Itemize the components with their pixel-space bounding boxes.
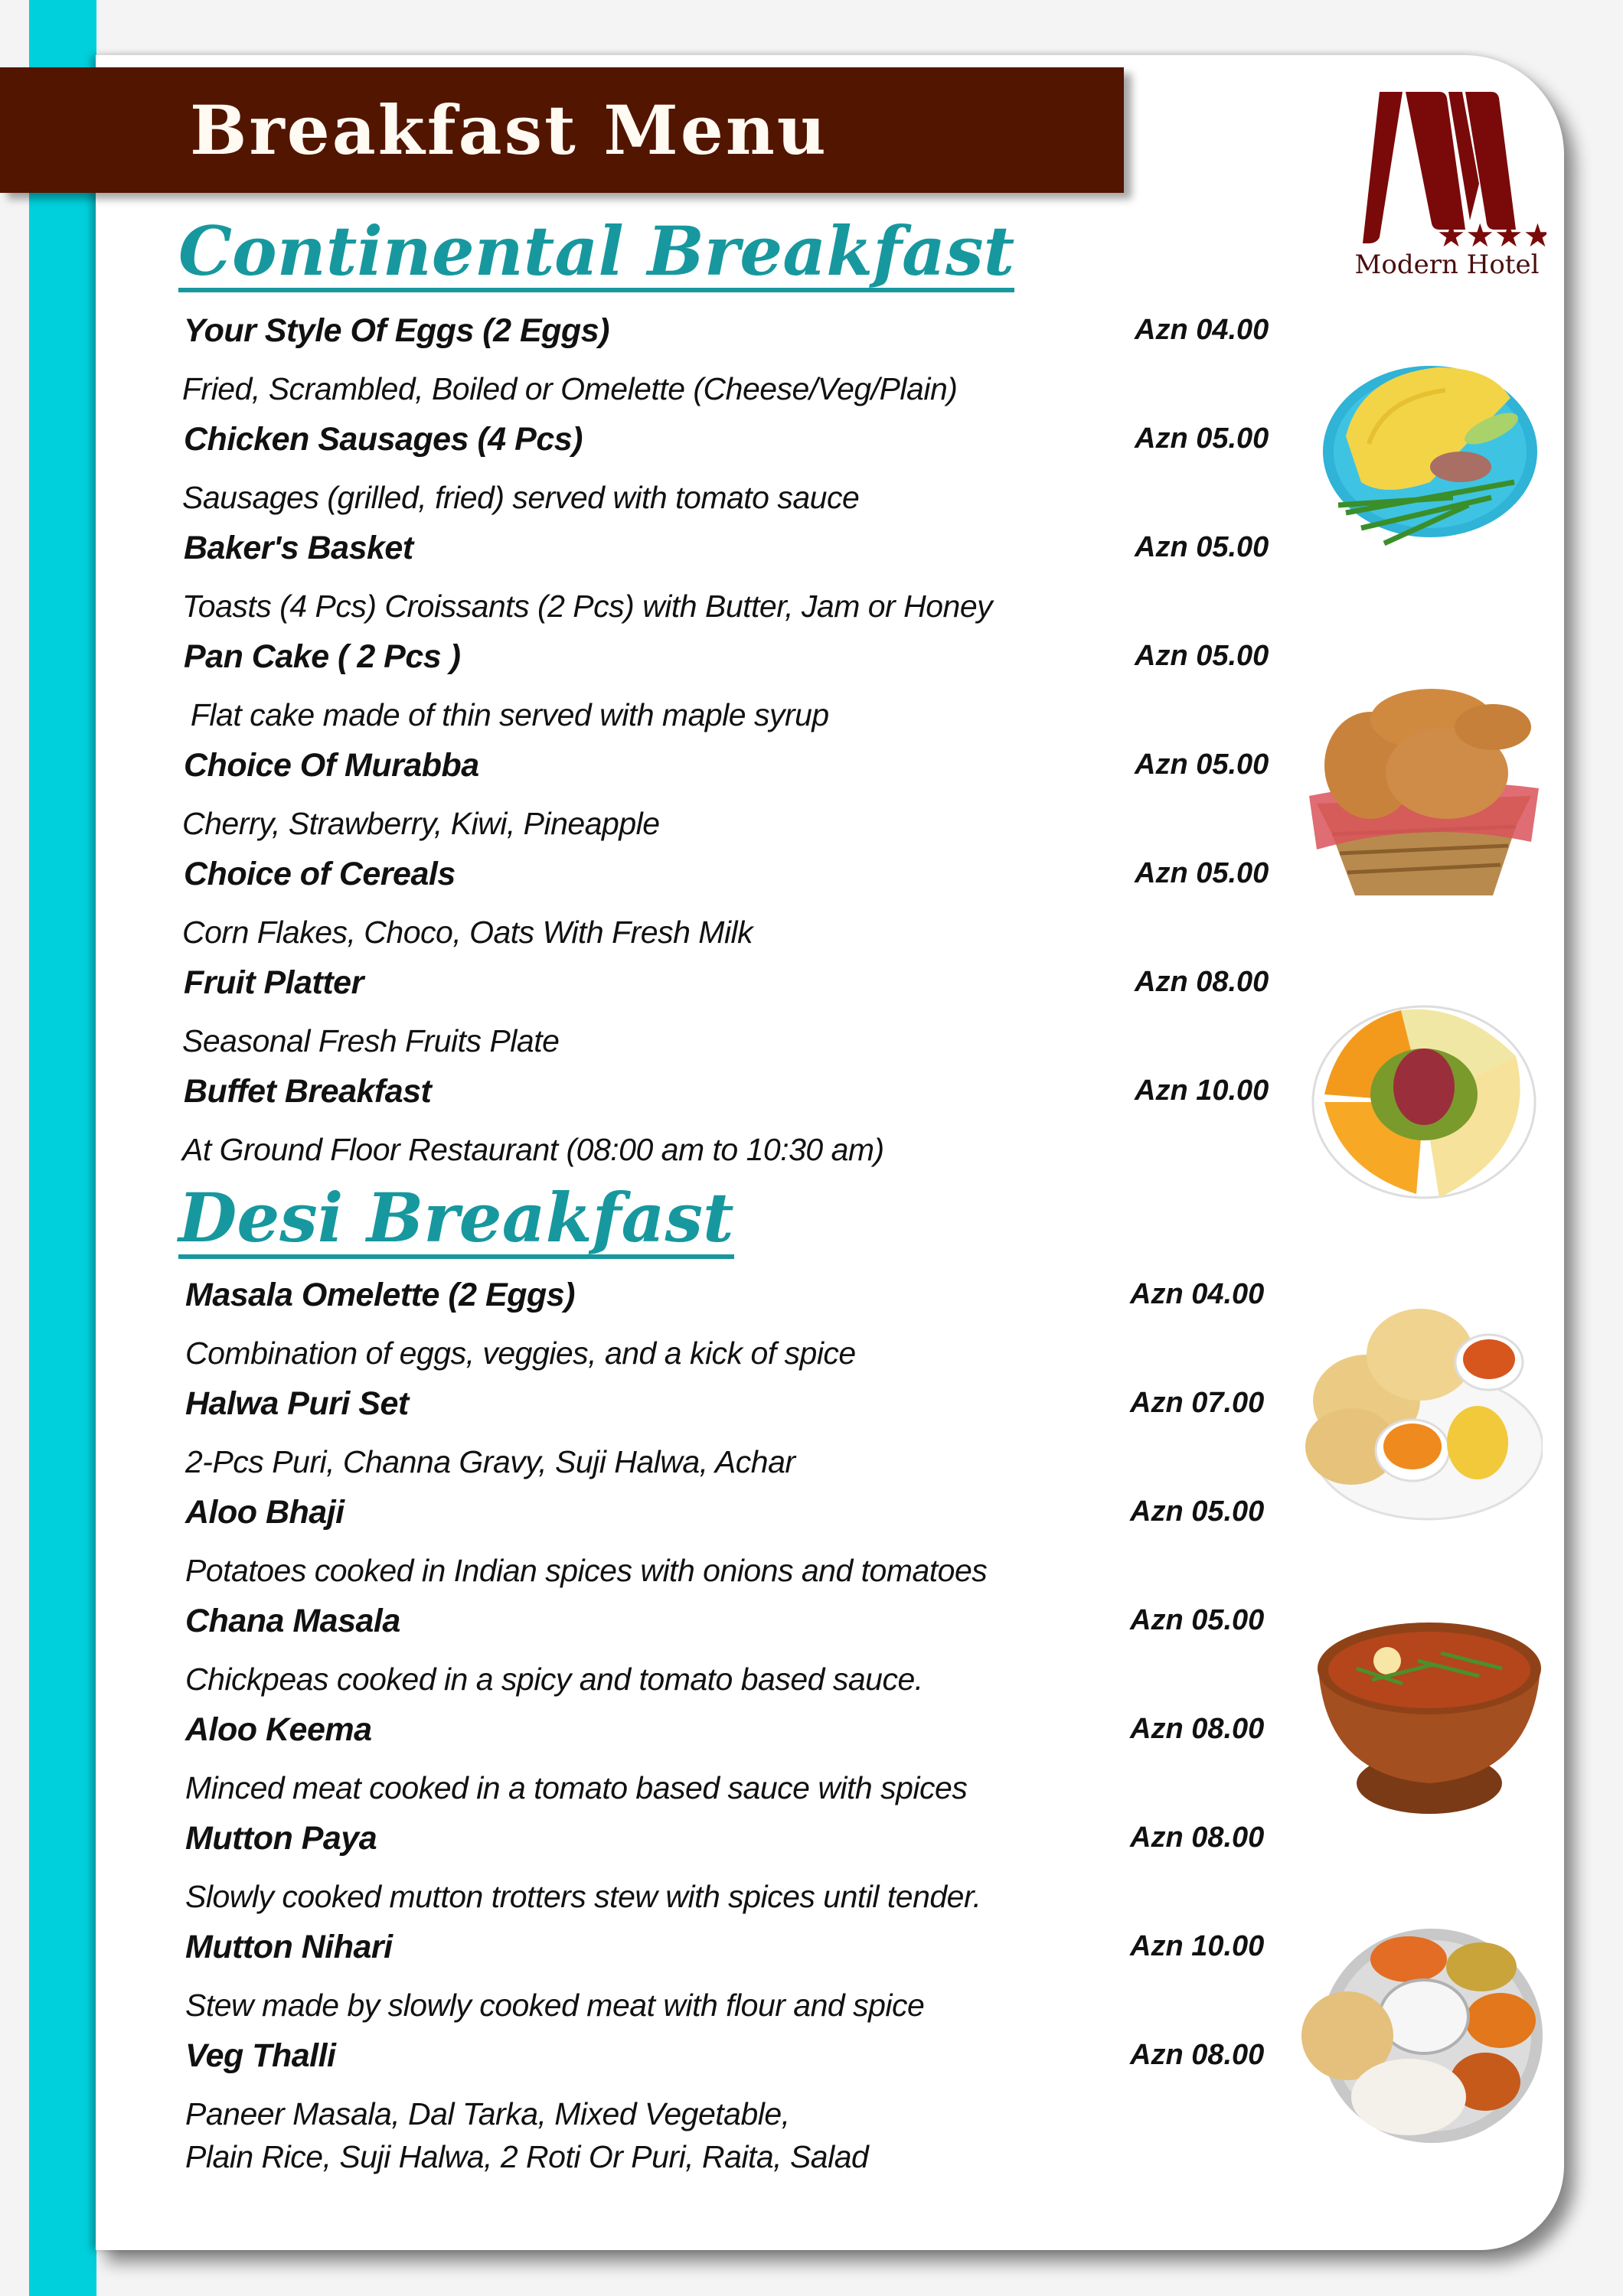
item-description: Corn Flakes, Choco, Oats With Fresh Milk: [182, 915, 753, 950]
header-band: [0, 67, 1124, 193]
item-description: Toasts (4 Pcs) Croissants (2 Pcs) with Butter, Jam or Honey: [182, 589, 993, 624]
item-price: Azn 10.00: [1135, 1075, 1269, 1107]
item-description: Combination of eggs, veggies, and a kick of spice: [185, 1336, 856, 1371]
item-name: Mutton Nihari: [185, 1929, 393, 1965]
item-name: Mutton Paya: [185, 1820, 377, 1857]
item-name: Veg Thalli: [185, 2037, 336, 2074]
hotel-name: Modern Hotel: [1354, 249, 1540, 280]
star-rating-icon: ★★★★: [1436, 217, 1546, 253]
item-price: Azn 05.00: [1135, 857, 1269, 889]
item-description-line2: Plain Rice, Suji Halwa, 2 Roti Or Puri, Raita, Salad: [185, 2139, 869, 2174]
item-description: Potatoes cooked in Indian spices with onions and tomatoes: [185, 1553, 988, 1588]
item-name: Baker's Basket: [184, 530, 413, 566]
item-name: Masala Omelette (2 Eggs): [185, 1277, 575, 1313]
item-name: Chana Masala: [185, 1603, 400, 1639]
item-price: Azn 05.00: [1135, 422, 1269, 455]
item-description: Slowly cooked mutton trotters stew with spices until tender.: [185, 1879, 981, 1914]
item-price: Azn 05.00: [1135, 748, 1269, 781]
item-name: Your Style Of Eggs (2 Eggs): [184, 312, 609, 349]
item-name: Halwa Puri Set: [185, 1385, 409, 1422]
nihari-bowl-image: [1311, 1600, 1548, 1829]
item-price: Azn 08.00: [1135, 966, 1269, 998]
item-price: Azn 04.00: [1130, 1278, 1265, 1310]
item-description: Chickpeas cooked in a spicy and tomato based sauce.: [185, 1662, 923, 1697]
item-description: Stew made by slowly cooked meat with flour and spice: [185, 1988, 925, 2023]
item-name: Aloo Keema: [185, 1711, 372, 1748]
item-description: Flat cake made of thin served with maple syrup: [182, 697, 829, 732]
item-name: Aloo Bhaji: [185, 1494, 345, 1531]
item-price: Azn 07.00: [1130, 1387, 1265, 1419]
section-heading-continental: Continental Breakfast: [178, 216, 1014, 292]
omelette-plate-image: [1315, 352, 1545, 597]
item-description: 2-Pcs Puri, Channa Gravy, Suji Halwa, Achar: [185, 1444, 795, 1479]
item-description: Fried, Scrambled, Boiled or Omelette (Cheese/Veg/Plain): [182, 371, 958, 406]
item-price: Azn 05.00: [1130, 1495, 1265, 1528]
hotel-logo: [1347, 92, 1546, 291]
item-price: Azn 08.00: [1130, 2039, 1265, 2071]
item-name: Chicken Sausages (4 Pcs): [184, 421, 583, 458]
item-description: Cherry, Strawberry, Kiwi, Pineapple: [182, 806, 660, 841]
item-description: Seasonal Fresh Fruits Plate: [182, 1023, 560, 1058]
item-price: Azn 10.00: [1130, 1930, 1265, 1962]
item-description: Paneer Masala, Dal Tarka, Mixed Vegetable,: [185, 2096, 790, 2131]
item-description: Minced meat cooked in a tomato based sauce with spices: [185, 1770, 968, 1805]
fruit-platter-image: [1309, 995, 1539, 1217]
item-description: At Ground Floor Restaurant (08:00 am to 10:30 am): [182, 1132, 884, 1167]
cyan-accent-bar: [29, 0, 96, 2296]
veg-thali-image: [1301, 1921, 1546, 2151]
item-price: Azn 08.00: [1130, 1713, 1265, 1745]
item-price: Azn 08.00: [1130, 1821, 1265, 1854]
item-price: Azn 05.00: [1135, 640, 1269, 672]
item-name: Choice Of Murabba: [184, 747, 479, 784]
item-name: Pan Cake ( 2 Pcs ): [184, 638, 461, 675]
item-description: Sausages (grilled, fried) served with tomato sauce: [182, 480, 860, 515]
page-title: Breakfast Menu: [190, 90, 828, 170]
item-price: Azn 04.00: [1135, 314, 1269, 346]
m-mark-logo-icon: [1347, 92, 1546, 253]
item-name: Fruit Platter: [184, 964, 364, 1001]
item-name: Choice of Cereals: [184, 856, 456, 892]
croissant-basket-image: [1301, 673, 1546, 903]
item-price: Azn 05.00: [1130, 1604, 1265, 1636]
section-heading-desi: Desi Breakfast: [178, 1182, 734, 1259]
halwa-puri-plate-image: [1305, 1293, 1543, 1523]
item-name: Buffet Breakfast: [184, 1073, 432, 1110]
item-price: Azn 05.00: [1135, 531, 1269, 563]
